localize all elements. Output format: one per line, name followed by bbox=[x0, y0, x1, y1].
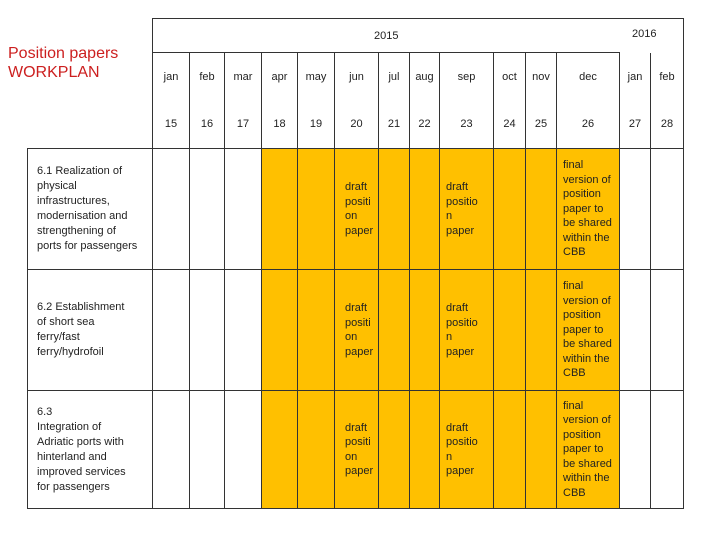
timeline-cell bbox=[620, 391, 651, 509]
cell-text-line: position bbox=[563, 188, 601, 201]
workplan-table bbox=[27, 18, 684, 509]
cell-text-line: paper to bbox=[563, 202, 604, 215]
cell-text-line: be shared bbox=[563, 457, 612, 470]
cell-text-line: paper bbox=[446, 465, 475, 477]
task-label bbox=[28, 149, 153, 270]
task-label-line: Adriatic ports with bbox=[37, 435, 124, 448]
timeline-cell-active bbox=[410, 391, 440, 509]
month-cell: dec bbox=[557, 53, 620, 101]
timeline-cell bbox=[190, 149, 225, 270]
timeline-cell-active bbox=[526, 270, 557, 391]
timeline-cell-active bbox=[494, 149, 526, 270]
month-cell: mar bbox=[225, 53, 262, 101]
cell-text-line: CBB bbox=[563, 486, 586, 499]
month-cell: jul bbox=[379, 53, 410, 101]
number-row-blank bbox=[28, 101, 153, 149]
number-cell: 16 bbox=[190, 101, 225, 149]
cell-text-line: CBB bbox=[563, 246, 586, 259]
month-cell: apr bbox=[262, 53, 298, 101]
task-label-line: Integration of bbox=[37, 420, 102, 433]
task-row bbox=[28, 149, 684, 270]
cell-text-line: version of bbox=[563, 294, 611, 307]
cell-text-line: CBB bbox=[563, 367, 586, 380]
month-cell: feb bbox=[190, 53, 225, 101]
timeline-cell bbox=[153, 270, 190, 391]
timeline-cell bbox=[225, 149, 262, 270]
cell-text-line: paper bbox=[446, 345, 475, 358]
timeline-cell-active bbox=[379, 391, 410, 509]
year-2015: 2015 bbox=[153, 19, 620, 53]
cell-text-line: paper bbox=[345, 465, 374, 477]
timeline-cell bbox=[153, 391, 190, 509]
cell-text-line: positio bbox=[446, 436, 478, 448]
draft-june-cell bbox=[335, 391, 379, 509]
month-row bbox=[28, 53, 684, 101]
month-cell: oct bbox=[494, 53, 526, 101]
timeline-cell bbox=[190, 391, 225, 509]
timeline-cell-active bbox=[494, 270, 526, 391]
cell-text-line: positi bbox=[345, 436, 371, 448]
timeline-cell-active bbox=[410, 270, 440, 391]
task-row bbox=[28, 270, 684, 391]
cell-text-line: be shared bbox=[563, 217, 612, 230]
cell-text-line: positi bbox=[345, 316, 371, 329]
task-label-line: ferry/fast bbox=[37, 331, 80, 343]
task-label-line: of short sea bbox=[37, 316, 95, 328]
timeline-cell bbox=[620, 270, 651, 391]
cell-text-line: on bbox=[345, 210, 358, 222]
task-label-line: 6.3 bbox=[37, 405, 53, 418]
cell-text-line: final bbox=[563, 280, 584, 293]
month-cell: jun bbox=[335, 53, 379, 101]
number-cell: 28 bbox=[651, 101, 684, 149]
cell-text-line: n bbox=[446, 450, 453, 463]
cell-text-line: position bbox=[563, 428, 601, 441]
cell-text-line: final bbox=[563, 399, 584, 412]
number-row bbox=[28, 101, 684, 149]
timeline-cell-active bbox=[262, 391, 298, 509]
draft-june-cell bbox=[335, 149, 379, 270]
cell-text-line: positio bbox=[446, 195, 478, 208]
number-cell: 22 bbox=[410, 101, 440, 149]
number-cell: 27 bbox=[620, 101, 651, 149]
task-label-line: ferry/hydrofoil bbox=[37, 346, 104, 358]
timeline-cell bbox=[651, 391, 684, 509]
cell-text-line: n bbox=[446, 331, 453, 343]
cell-text-line: draft bbox=[345, 302, 368, 314]
task-label-line: strengthening of bbox=[37, 225, 116, 237]
cell-text-line: version of bbox=[563, 173, 611, 186]
task-label bbox=[28, 270, 153, 391]
cell-text-line: be shared bbox=[563, 338, 612, 351]
cell-text-line: on bbox=[345, 331, 358, 343]
final-december-cell bbox=[557, 270, 620, 391]
final-december-cell bbox=[557, 391, 620, 509]
cell-text-line: paper bbox=[345, 224, 374, 237]
task-label-line: 6.2 Establishment bbox=[37, 301, 125, 313]
cell-text-line: paper bbox=[345, 345, 374, 358]
task-label-line: improved services bbox=[37, 465, 126, 478]
number-cell: 19 bbox=[298, 101, 335, 149]
corner-cell bbox=[28, 19, 153, 53]
timeline-cell-active bbox=[298, 149, 335, 270]
timeline-cell bbox=[190, 270, 225, 391]
timeline-cell-active bbox=[262, 270, 298, 391]
draft-september-cell bbox=[440, 391, 494, 509]
year-header-row bbox=[28, 19, 684, 53]
timeline-cell-active bbox=[410, 149, 440, 270]
task-label bbox=[28, 391, 153, 509]
task-label-line: hinterland and bbox=[37, 450, 107, 463]
final-december-cell bbox=[557, 149, 620, 270]
number-cell: 21 bbox=[379, 101, 410, 149]
cell-text-line: positio bbox=[446, 316, 478, 329]
number-cell: 26 bbox=[557, 101, 620, 149]
timeline-cell-active bbox=[379, 149, 410, 270]
number-cell: 17 bbox=[225, 101, 262, 149]
task-label-line: ports for passengers bbox=[37, 240, 138, 252]
cell-text-line: draft bbox=[446, 302, 469, 314]
month-cell: feb bbox=[651, 53, 684, 101]
year-2016 bbox=[620, 19, 684, 53]
timeline-cell bbox=[651, 149, 684, 270]
cell-text-line: positi bbox=[345, 195, 371, 208]
cell-text-line: within the bbox=[563, 472, 610, 485]
timeline-cell-active bbox=[526, 391, 557, 509]
task-label-line: physical bbox=[37, 180, 77, 192]
task-label-line: 6.1 Realization of bbox=[37, 165, 122, 177]
timeline-cell bbox=[153, 149, 190, 270]
cell-text-line: within the bbox=[563, 352, 610, 365]
timeline-cell-active bbox=[379, 270, 410, 391]
month-cell: may bbox=[298, 53, 335, 101]
cell-text-line: draft bbox=[345, 421, 368, 434]
month-cell: jan bbox=[620, 53, 651, 101]
month-cell: nov bbox=[526, 53, 557, 101]
cell-text-line: within the bbox=[563, 231, 610, 244]
cell-text-line: draft bbox=[345, 181, 368, 193]
number-cell: 25 bbox=[526, 101, 557, 149]
number-cell: 15 bbox=[153, 101, 190, 149]
draft-september-cell bbox=[440, 270, 494, 391]
month-cell: aug bbox=[410, 53, 440, 101]
month-row-blank bbox=[28, 53, 153, 101]
number-cell: 18 bbox=[262, 101, 298, 149]
task-label-line: infrastructures, bbox=[37, 195, 110, 207]
number-cell: 23 bbox=[440, 101, 494, 149]
task-label-line: modernisation and bbox=[37, 210, 128, 222]
cell-text-line: position bbox=[563, 309, 601, 322]
timeline-cell-active bbox=[526, 149, 557, 270]
task-label-line: for passengers bbox=[37, 480, 110, 493]
draft-september-cell bbox=[440, 149, 494, 270]
year-2016-label: 2016 bbox=[632, 27, 657, 40]
timeline-cell bbox=[225, 270, 262, 391]
draft-june-cell bbox=[335, 270, 379, 391]
timeline-cell-active bbox=[262, 149, 298, 270]
cell-text-line: on bbox=[345, 450, 358, 463]
timeline-cell bbox=[651, 270, 684, 391]
cell-text-line: paper to bbox=[563, 323, 604, 336]
timeline-cell-active bbox=[298, 270, 335, 391]
timeline-cell-active bbox=[494, 391, 526, 509]
cell-text-line: draft bbox=[446, 181, 469, 193]
cell-text-line: n bbox=[446, 210, 453, 222]
cell-text-line: version of bbox=[563, 414, 611, 427]
cell-text-line: paper to bbox=[563, 443, 604, 456]
title-line-1: Position papers bbox=[8, 45, 119, 62]
cell-text-line: paper bbox=[446, 224, 475, 237]
month-cell: jan bbox=[153, 53, 190, 101]
timeline-cell bbox=[225, 391, 262, 509]
number-cell: 24 bbox=[494, 101, 526, 149]
cell-text-line: final bbox=[563, 159, 584, 172]
number-cell: 20 bbox=[335, 101, 379, 149]
task-row bbox=[28, 391, 684, 509]
cell-text-line: draft bbox=[446, 421, 469, 434]
title-line-2: WORKPLAN bbox=[8, 64, 100, 81]
month-cell: sep bbox=[440, 53, 494, 101]
timeline-cell-active bbox=[298, 391, 335, 509]
timeline-cell bbox=[620, 149, 651, 270]
